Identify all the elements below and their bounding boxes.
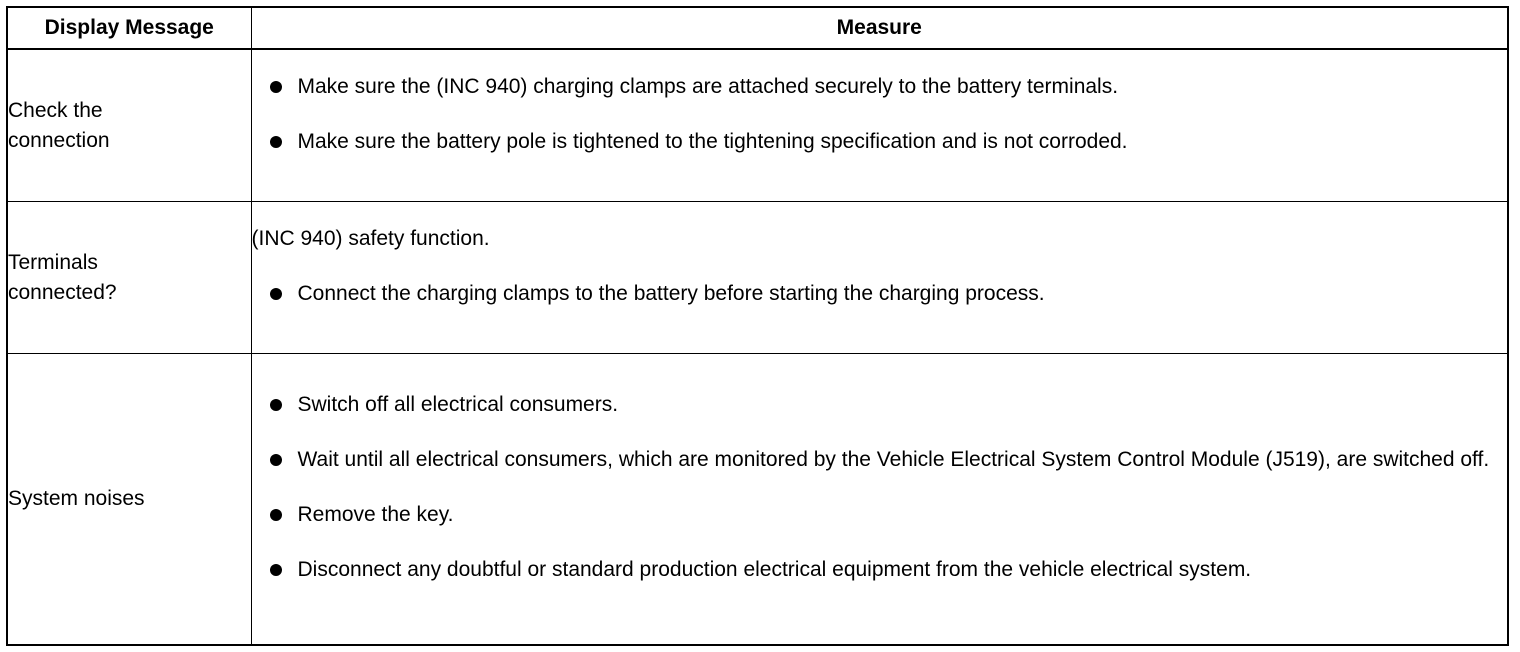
display-message-line: Check the	[8, 98, 103, 122]
measure-list	[252, 389, 1508, 585]
header-row	[7, 7, 1508, 49]
measures-table	[6, 6, 1509, 646]
table-row	[7, 202, 1508, 354]
list-item	[252, 126, 1508, 157]
list-item	[252, 444, 1508, 475]
measure-text: Switch off all electrical consumers.	[297, 393, 619, 416]
measure-intro: (INC 940) safety function.	[251, 226, 490, 250]
table-row	[7, 354, 1508, 646]
measure-text: Make sure the battery pole is tightened to the tightening specification and is not corroded.	[297, 129, 1128, 153]
list-item	[252, 554, 1508, 585]
measure-cell	[251, 202, 1508, 354]
bullet-icon	[270, 509, 282, 521]
bullet-icon	[270, 454, 282, 466]
measure-text: Wait until all electrical consumers, which are monitored by the Vehicle Electrical System Control Module (J519), are switched off.	[297, 448, 1490, 471]
measure-list	[252, 278, 1508, 309]
display-message-cell	[7, 354, 251, 646]
list-item	[252, 389, 1508, 420]
list-item	[252, 71, 1508, 102]
header-measure: Measure	[251, 7, 1508, 49]
list-item	[252, 499, 1508, 530]
bullet-icon	[270, 288, 282, 300]
measure-text: Make sure the (INC 940) charging clamps are attached securely to the battery terminals.	[297, 74, 1119, 98]
display-message-line: System noises	[8, 487, 145, 510]
measure-cell	[251, 49, 1508, 202]
display-message-line: connected?	[8, 280, 117, 304]
measure-cell	[251, 354, 1508, 646]
bullet-icon	[270, 81, 282, 93]
bullet-icon	[270, 136, 282, 148]
header-display-message: Display Message	[7, 7, 251, 49]
table-row	[7, 49, 1508, 202]
display-message-line: connection	[8, 128, 110, 152]
display-message-line: Terminals	[8, 250, 98, 274]
measure-text: Remove the key.	[297, 503, 454, 526]
display-message-cell	[7, 202, 251, 354]
display-message-cell	[7, 49, 251, 202]
bullet-icon	[270, 564, 282, 576]
measure-list	[252, 71, 1508, 157]
measure-text: Connect the charging clamps to the battery before starting the charging process.	[297, 281, 1045, 305]
measure-text: Disconnect any doubtful or standard production electrical equipment from the vehicle electrical system.	[297, 558, 1252, 581]
list-item	[252, 278, 1508, 309]
bullet-icon	[270, 399, 282, 411]
